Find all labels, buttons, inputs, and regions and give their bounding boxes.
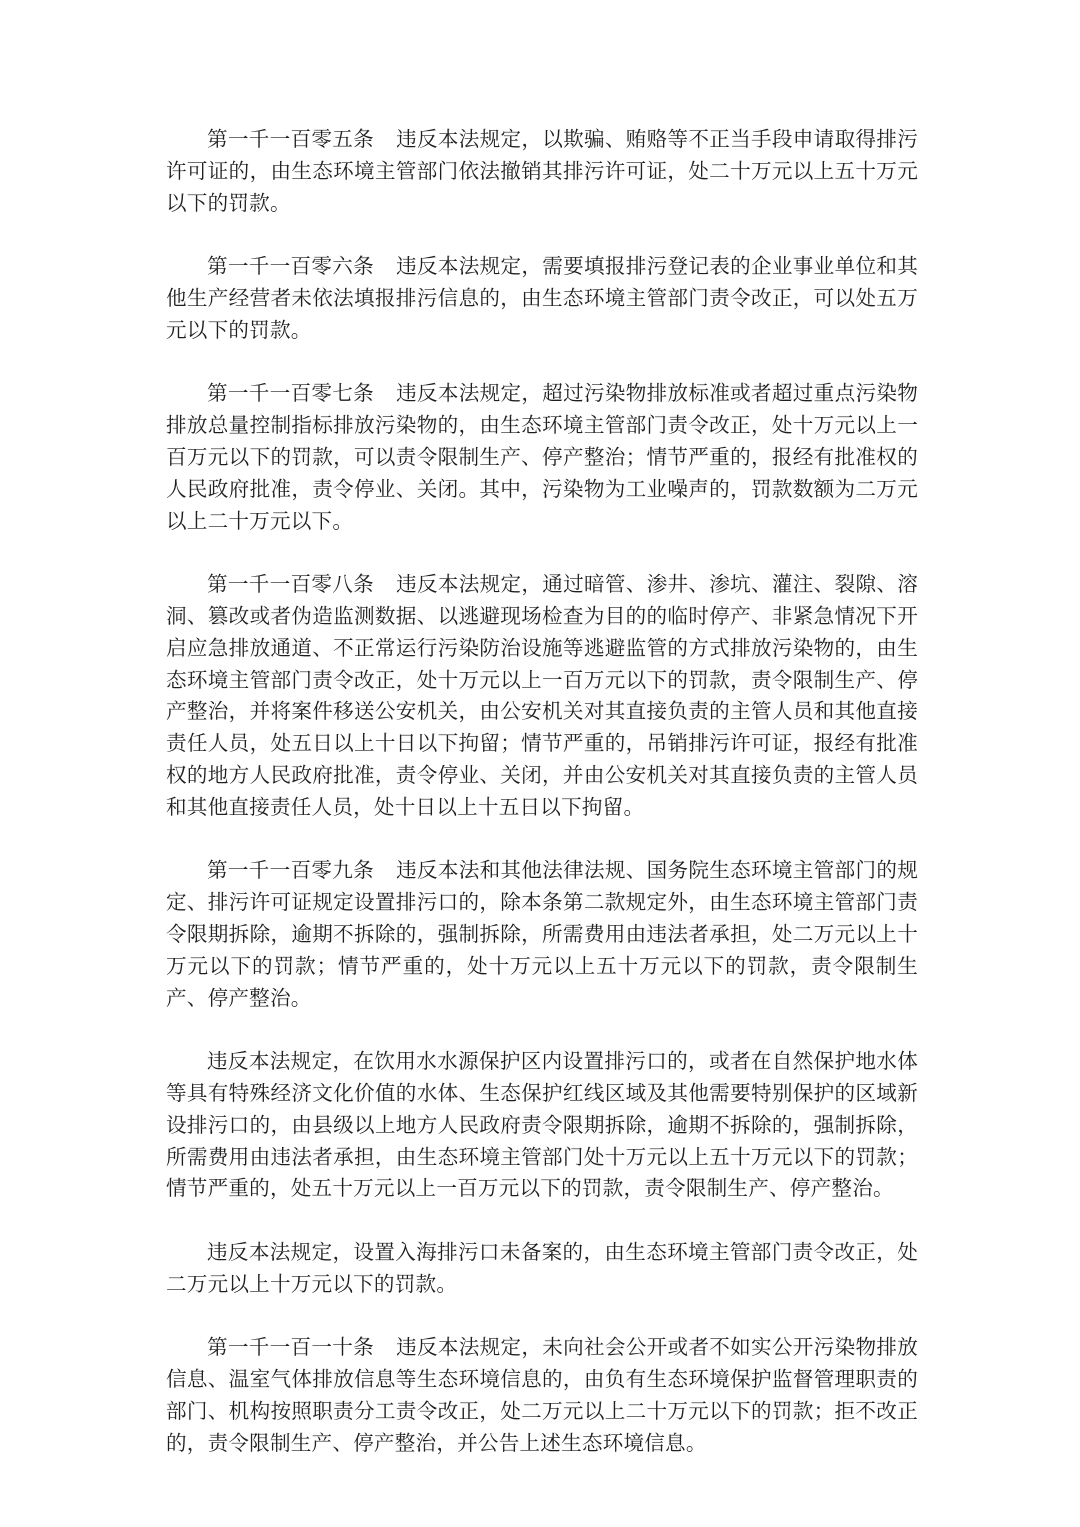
article-number: 第一千一百零六条 <box>207 254 375 279</box>
article-text: 违反本法和其他法律法规、国务院生态环境主管部门的规定、排污许可证规定设置排污口的，除本条第二款规定外，由生态环境主管部门责令限期拆除，逾期不拆除的，强制拆除，所需费用由违法者承担，处二万元以上十万元以下的罚款；情节严重的，处十万元以上五十万元以下的罚款，责令限制生产、停产整治。 <box>166 858 919 1010</box>
article-number: 第一千一百零五条 <box>207 127 375 151</box>
paragraph-article-1108 <box>166 569 918 823</box>
paragraph-article-1109 <box>166 855 918 1014</box>
paragraph-article-1110 <box>166 1332 918 1459</box>
article-number: 第一千一百一十条 <box>207 1335 375 1360</box>
document-body <box>166 124 918 1491</box>
article-text: 违反本法规定，通过暗管、渗井、渗坑、灌注、裂隙、溶洞、篡改或者伪造监测数据、以逃避现场检查为目的的临时停产、非紧急情况下开启应急排放通道、不正常运行污染防治设施等逃避监管的方式排放污染物的，由生态环境主管部门责令改正，处十万元以上一百万元以下的罚款，责令限制生产、停产整治，并将案件移送公安机关，由公安机关对其直接负责的主管人员和其他直接责任人员，处五日以上十日以下拘留；情节严重的，吊销排污许可证，报经有批准权的地方人民政府批准，责令停业、关闭，并由公安机关对其直接负责的主管人员和其他直接责任人员，处十日以上十五日以下拘留。 <box>166 572 919 819</box>
article-text: 违反本法规定，需要填报排污登记表的企业事业单位和其他生产经营者未依法填报排污信息的，由生态环境主管部门责令改正，可以处五万元以下的罚款。 <box>166 254 919 342</box>
article-number: 第一千一百零八条 <box>207 572 375 597</box>
article-text: 违反本法规定，以欺骗、贿赂等不正当手段申请取得排污许可证的，由生态环境主管部门依法撤销其排污许可证，处二十万元以上五十万元以下的罚款。 <box>166 127 919 215</box>
article-text: 违反本法规定，设置入海排污口未备案的，由生态环境主管部门责令改正，处二万元以上十万元以下的罚款。 <box>166 1239 918 1296</box>
article-text: 违反本法规定，在饮用水水源保护区内设置排污口的，或者在自然保护地水体等具有特殊经济文化价值的水体、生态保护红线区域及其他需要特别保护的区域新设排污口的，由县级以上地方人民政府责令限期拆除，逾期不拆除的，强制拆除，所需费用由违法者承担，由生态环境主管部门处十万元以上五十万元以下的罚款；情节严重的，处五十万元以上一百万元以下的罚款，责令限制生产、停产整治。 <box>166 1049 918 1201</box>
paragraph-article-1109-clause-3 <box>166 1237 918 1301</box>
paragraph-article-1107 <box>166 378 918 537</box>
article-number: 第一千一百零七条 <box>207 381 375 406</box>
article-text: 违反本法规定，超过污染物排放标准或者超过重点污染物排放总量控制指标排放污染物的，由生态环境主管部门责令改正，处十万元以上一百万元以下的罚款，可以责令限制生产、停产整治；情节严重的，报经有批准权的人民政府批准，责令停业、关闭。其中，污染物为工业噪声的，罚款数额为二万元以上二十万元以下。 <box>166 381 919 533</box>
article-text: 违反本法规定，未向社会公开或者不如实公开污染物排放信息、温室气体排放信息等生态环境信息的，由负有生态环境保护监督管理职责的部门、机构按照职责分工责令改正，处二万元以上二十万元以下的罚款；拒不改正的，责令限制生产、停产整治，并公告上述生态环境信息。 <box>166 1335 919 1455</box>
article-number: 第一千一百零九条 <box>207 858 375 883</box>
paragraph-article-1109-clause-2 <box>166 1046 918 1205</box>
paragraph-article-1106 <box>166 251 918 346</box>
paragraph-article-1105 <box>166 124 918 219</box>
